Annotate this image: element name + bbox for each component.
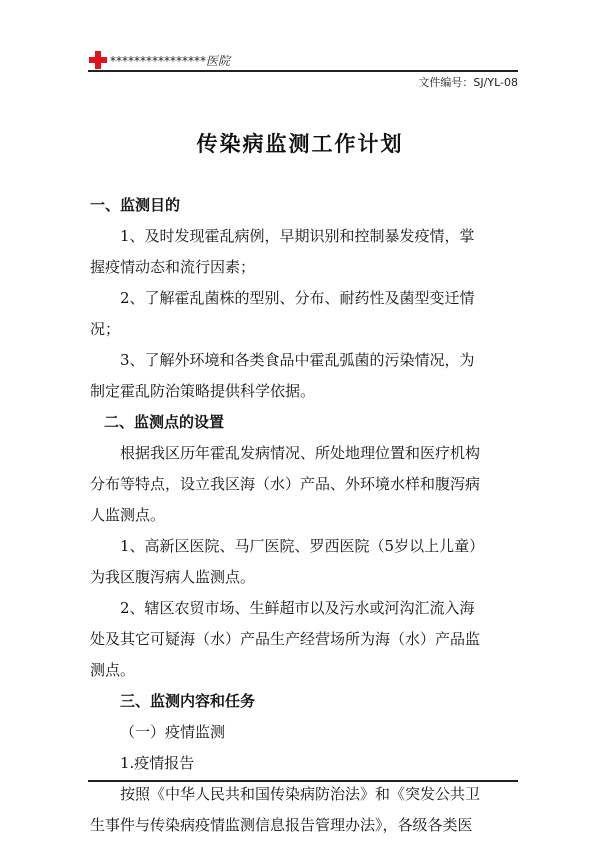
body-text-line: 2、了解霍乱菌株的型别、分布、耐药性及菌型变迁情 xyxy=(120,289,475,307)
header-rule xyxy=(88,70,518,72)
footer-rule xyxy=(88,780,518,782)
body-text-line: 3、了解外环境和各类食品中霍乱弧菌的污染情况，为 xyxy=(120,351,475,369)
body-text-line: 2、辖区农贸市场、生鲜超市以及污水或河沟汇流入海 xyxy=(120,599,475,617)
body-text-line: 1、高新区医院、马厂医院、罗西医院（5岁以上儿童） xyxy=(120,537,485,555)
body-text-line: 根据我区历年霍乱发病情况、所处地理位置和医疗机构 xyxy=(120,444,481,462)
body-text-line: 为我区腹泻病人监测点。 xyxy=(90,568,256,586)
body-text-line: 处及其它可疑海（水）产品生产经营场所为海（水）产品监 xyxy=(90,630,481,648)
section-heading: 三、监测内容和任务 xyxy=(120,692,256,710)
body-text-line: 测点。 xyxy=(90,661,136,679)
section-heading: 一、监测目的 xyxy=(90,196,181,214)
red-cross-icon xyxy=(88,50,108,70)
body-text-line: 1、及时发现霍乱病例，早期识别和控制暴发疫情，掌 xyxy=(120,227,475,245)
body-text-line: 生事件与传染病疫情监测信息报告管理办法》，各级各类医 xyxy=(90,816,473,834)
body-text-line: 分布等特点，设立我区海（水）产品、外环境水样和腹泻病 xyxy=(90,475,481,493)
hospital-name: ****************医院 xyxy=(110,54,231,68)
body-text-line: （一）疫情监测 xyxy=(120,723,226,741)
body-text-line: 1.疫情报告 xyxy=(120,754,195,772)
document-body xyxy=(90,190,520,841)
page-header xyxy=(88,50,518,70)
body-text-line: 握疫情动态和流行因素； xyxy=(90,258,256,276)
body-text-line: 况； xyxy=(90,320,121,338)
section-heading: 二、监测点的设置 xyxy=(104,413,225,431)
document-title: 传染病监测工作计划 xyxy=(196,132,404,156)
document-number: 文件编号：SJ/YL-08 xyxy=(418,76,518,89)
body-text-line: 人监测点。 xyxy=(90,506,166,524)
body-text-line: 制定霍乱防治策略提供科学依据。 xyxy=(90,382,316,400)
body-text-line: 按照《中华人民共和国传染病防治法》和《突发公共卫 xyxy=(120,785,481,803)
